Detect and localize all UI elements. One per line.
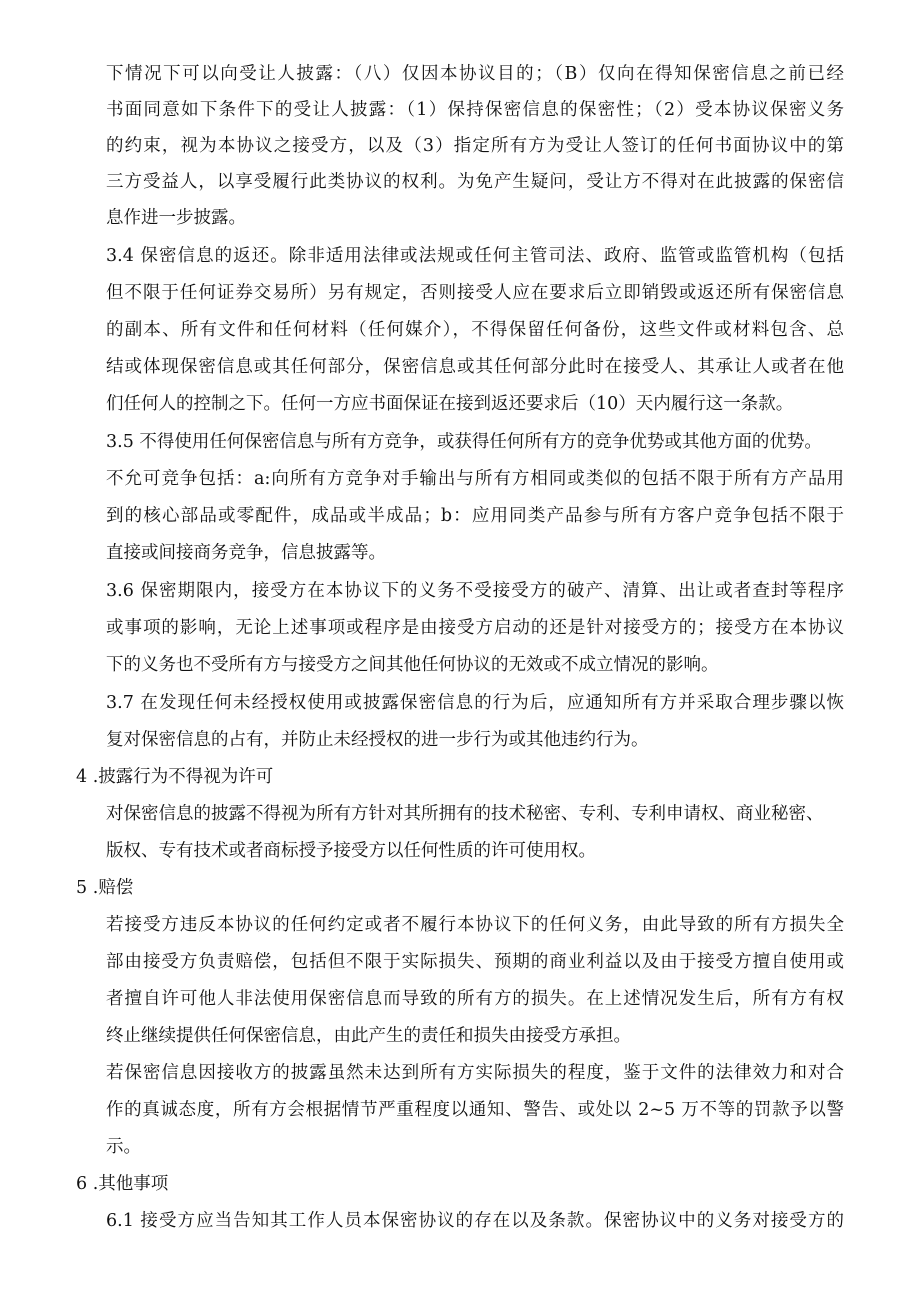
text-line: 版权、专有技术或者商标授予接受方以任何性质的许可使用权。 <box>106 841 596 861</box>
text-line: 示。 <box>106 1137 141 1157</box>
section-5-heading: 5 .赔偿 <box>76 878 134 898</box>
text-line: 作的真诚态度，所有方会根据情节严重程度以通知、警告、或处以 2~5 万不等的罚款予以警 <box>106 1100 844 1120</box>
text-line: 息作进一步披露。 <box>106 208 246 228</box>
section-4-heading: 4 .披露行为不得视为许可 <box>76 767 274 787</box>
text-line: 不允可竞争包括：a:向所有方竞争对手输出与所有方相同或类似的包括不限于所有方产品用 <box>106 469 844 489</box>
clause-3-7-line: 3.7 在发现任何未经授权使用或披露保密信息的行为后，应通知所有方并采取合理步骤以恢 <box>106 693 845 713</box>
text-line: 或事项的影响，无论上述事项或程序是由接受方启动的还是针对接受方的；接受方在本协议 <box>106 618 844 638</box>
text-line: 复对保密信息的占有，并防止未经授权的进一步行为或其他违约行为。 <box>106 730 649 750</box>
text-line: 若保密信息因接收方的披露虽然未达到所有方实际损失的程度，鉴于文件的法律效力和对合 <box>106 1063 844 1083</box>
text-line: 直接或间接商务竞争，信息披露等。 <box>106 543 386 563</box>
text-line: 下情况下可以向受让人披露：（八）仅因本协议目的；（B）仅向在得知保密信息之前已经 <box>106 64 844 84</box>
text-line: 三方受益人，以享受履行此类协议的权利。为免产生疑问，受让方不得对在此披露的保密信 <box>106 172 844 192</box>
clause-3-5-line: 3.5 不得使用任何保密信息与所有方竞争，或获得任何所有方的竞争优势或其他方面的优势。 <box>106 432 822 452</box>
text-line: 对保密信息的披露不得视为所有方针对其所拥有的技术秘密、专利、专利申请权、商业秘密、 <box>106 804 824 824</box>
text-line: 结或体现保密信息或其任何部分，保密信息或其任何部分此时在接受人、其承让人或者在他 <box>106 357 844 377</box>
text-line: 们任何人的控制之下。任何一方应书面保证在接到返还要求后（10）天内履行这一条款。 <box>106 394 794 414</box>
text-line: 的副本、所有文件和任何材料（任何媒介），不得保留任何备份，这些文件或材料包含、总 <box>106 320 844 340</box>
text-line: 若接受方违反本协议的任何约定或者不履行本协议下的任何义务，由此导致的所有方损失全 <box>106 915 844 935</box>
text-line: 终止继续提供任何保密信息，由此产生的责任和损失由接受方承担。 <box>106 1026 631 1046</box>
text-line: 者擅自许可他人非法使用保密信息而导致的所有方的损失。在上述情况发生后，所有方有权 <box>106 989 844 1009</box>
text-line: 但不限于任何证券交易所）另有规定，否则接受人应在要求后立即销毁或返还所有保密信息 <box>106 283 844 303</box>
text-line: 书面同意如下条件下的受让人披露：（1）保持保密信息的保密性；（2）受本协议保密义务 <box>106 100 844 120</box>
clause-3-6-line: 3.6 保密期限内，接受方在本协议下的义务不受接受方的破产、清算、出让或者查封等程序 <box>106 581 845 601</box>
text-line: 到的核心部品或零配件，成品或半成品；b：应用同类产品参与所有方客户竞争包括不限于 <box>106 506 844 526</box>
section-6-heading: 6 .其他事项 <box>76 1174 169 1194</box>
text-line: 的约束，视为本协议之接受方，以及（3）指定所有方为受让人签订的任何书面协议中的第 <box>106 136 844 156</box>
clause-6-1-line: 6.1 接受方应当告知其工作人员本保密协议的存在以及条款。保密协议中的义务对接受方的 <box>106 1211 845 1231</box>
text-line: 部由接受方负责赔偿，包括但不限于实际损失、预期的商业利益以及由于接受方擅自使用或 <box>106 952 844 972</box>
text-line: 下的义务也不受所有方与接受方之间其他任何协议的无效或不成立情况的影响。 <box>106 655 719 675</box>
clause-3-4-line: 3.4 保密信息的返还。除非适用法律或法规或任何主管司法、政府、监管或监管机构（包括 <box>106 246 845 266</box>
